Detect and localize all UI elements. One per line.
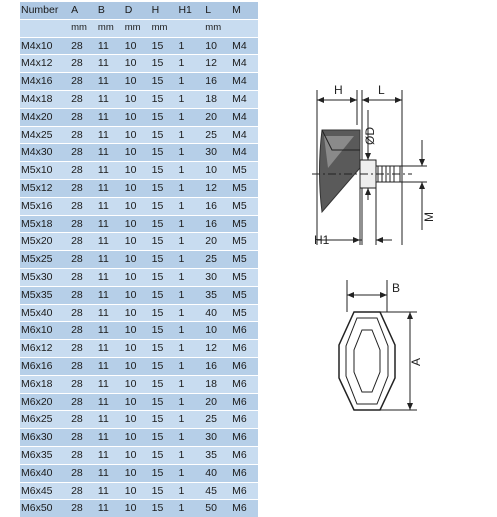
cell-d: 10 <box>124 448 137 461</box>
table-row <box>20 179 258 197</box>
cell-h1: 1 <box>178 199 185 212</box>
cell-m: M4 <box>232 128 247 141</box>
table-row <box>20 73 258 91</box>
cell-b: 11 <box>97 413 109 426</box>
cell-l: 12 <box>205 342 217 355</box>
cell-h1: 1 <box>178 235 185 248</box>
cell-d: 10 <box>124 146 137 159</box>
cell-number: M4x12 <box>21 57 53 70</box>
unit-cell <box>20 19 70 37</box>
cell-d: 10 <box>124 502 137 515</box>
cell-d: 10 <box>124 217 137 230</box>
cell-number: M6x45 <box>21 484 53 497</box>
cell-number: M4x10 <box>21 39 53 52</box>
spec-table-body <box>20 19 258 517</box>
cell-b: 11 <box>97 502 109 515</box>
cell-h1: 1 <box>178 253 185 266</box>
table-row <box>20 215 258 233</box>
cell-d: 10 <box>124 342 137 355</box>
cell-d: 10 <box>124 324 137 337</box>
cell-number: M4x20 <box>21 110 53 123</box>
cell-m: M6 <box>232 466 247 479</box>
cell-m: M4 <box>232 146 247 159</box>
cell-l: 12 <box>205 57 217 70</box>
cell-h1: 1 <box>178 146 185 159</box>
cell-number: M4x25 <box>21 128 53 141</box>
table-row <box>20 162 258 180</box>
cell-d: 10 <box>124 164 137 177</box>
cell-number: M4x16 <box>21 75 53 88</box>
table-row <box>20 251 258 269</box>
cell-h1: 1 <box>178 270 185 283</box>
cell-d: 10 <box>124 128 137 141</box>
cell-b: 11 <box>97 199 109 212</box>
cell-h1: 1 <box>178 110 185 123</box>
table-row <box>20 233 258 251</box>
cell-l: 20 <box>205 235 217 248</box>
cell-number: M6x50 <box>21 502 53 515</box>
cell-number: M5x18 <box>21 217 53 230</box>
cell-a: 28 <box>71 270 83 283</box>
table-row <box>20 357 258 375</box>
cell-h1: 1 <box>178 306 185 319</box>
cell-m: M4 <box>232 57 247 70</box>
cell-number: M5x25 <box>21 253 53 266</box>
cell-m: M4 <box>232 75 247 88</box>
cell-b: 11 <box>97 39 109 52</box>
cell-m: M6 <box>232 342 247 355</box>
cell-d: 10 <box>124 110 137 123</box>
cell-a: 28 <box>71 39 83 52</box>
cell-number: M4x30 <box>21 146 53 159</box>
cell-m: M6 <box>232 484 247 497</box>
spec-table-container <box>20 2 258 517</box>
cell-b: 11 <box>97 217 109 230</box>
cell-h: 15 <box>151 288 164 301</box>
cell-b: 11 <box>97 306 109 319</box>
cell-h: 15 <box>151 484 164 497</box>
cell-b: 11 <box>97 324 109 337</box>
cell-b: 11 <box>97 128 109 141</box>
cell-d: 10 <box>124 413 137 426</box>
technical-drawings <box>262 0 497 497</box>
cell-a: 28 <box>71 110 83 123</box>
cell-l: 35 <box>205 448 217 461</box>
cell-b: 11 <box>97 92 109 105</box>
table-row <box>20 393 258 411</box>
cell-a: 28 <box>71 75 83 88</box>
cell-d: 10 <box>124 377 137 390</box>
cell-h1: 1 <box>178 359 185 372</box>
cell-h1: 1 <box>178 395 185 408</box>
cell-h: 15 <box>151 217 164 230</box>
col-header-number: Number <box>21 4 59 16</box>
cell-a: 28 <box>71 502 83 515</box>
cell-b: 11 <box>97 431 109 444</box>
cell-number: M5x12 <box>21 181 53 194</box>
cell-b: 11 <box>97 146 109 159</box>
cell-b: 11 <box>97 466 109 479</box>
cell-h: 15 <box>151 306 164 319</box>
cell-d: 10 <box>124 253 137 266</box>
cell-d: 10 <box>124 57 137 70</box>
cell-h: 15 <box>151 253 164 266</box>
label-b: B <box>392 281 401 295</box>
cell-number: M6x18 <box>21 377 53 390</box>
table-row <box>20 144 258 162</box>
table-row <box>20 304 258 322</box>
cell-h: 15 <box>151 164 164 177</box>
spec-table <box>20 2 258 517</box>
cell-a: 28 <box>71 342 83 355</box>
cell-a: 28 <box>71 217 83 230</box>
cell-l: 10 <box>205 164 217 177</box>
cell-h: 15 <box>151 199 164 212</box>
cell-h: 15 <box>151 110 164 123</box>
unit-cell: mm <box>71 21 87 33</box>
table-row <box>20 37 258 55</box>
table-row <box>20 55 258 73</box>
cell-m: M4 <box>232 39 247 52</box>
table-row <box>20 126 258 144</box>
cell-h1: 1 <box>178 288 185 301</box>
cell-number: M5x40 <box>21 306 53 319</box>
cell-a: 28 <box>71 431 83 444</box>
cell-h: 15 <box>151 92 164 105</box>
cell-h: 15 <box>151 75 164 88</box>
cell-m: M5 <box>232 199 247 212</box>
cell-b: 11 <box>97 57 109 70</box>
cell-l: 35 <box>205 288 217 301</box>
cell-m: M5 <box>232 270 247 283</box>
cell-h1: 1 <box>178 217 185 230</box>
cell-d: 10 <box>124 92 137 105</box>
cell-a: 28 <box>71 235 83 248</box>
cell-d: 10 <box>124 306 137 319</box>
cell-b: 11 <box>97 164 109 177</box>
cell-l: 25 <box>205 253 217 266</box>
cell-l: 16 <box>205 75 217 88</box>
cell-h: 15 <box>151 431 164 444</box>
cell-m: M6 <box>232 359 247 372</box>
cell-h: 15 <box>151 324 164 337</box>
cell-m: M4 <box>232 110 247 123</box>
cell-h: 15 <box>151 502 164 515</box>
cell-h1: 1 <box>178 431 185 444</box>
cell-l: 50 <box>205 502 217 515</box>
col-header-h1: H1 <box>178 4 192 16</box>
cell-h: 15 <box>151 57 164 70</box>
cell-a: 28 <box>71 57 83 70</box>
cell-h: 15 <box>151 342 164 355</box>
cell-b: 11 <box>97 448 109 461</box>
cell-a: 28 <box>71 359 83 372</box>
side-view-drawing <box>312 90 427 245</box>
cell-m: M6 <box>232 502 247 515</box>
label-d: ØD <box>363 127 377 145</box>
cell-b: 11 <box>97 270 109 283</box>
cell-h1: 1 <box>178 75 185 88</box>
cell-h1: 1 <box>178 413 185 426</box>
cell-a: 28 <box>71 448 83 461</box>
col-header-b: B <box>97 4 105 16</box>
table-row <box>20 286 258 304</box>
table-row <box>20 340 258 358</box>
cell-l: 16 <box>205 217 217 230</box>
cell-b: 11 <box>97 181 109 194</box>
cell-d: 10 <box>124 75 137 88</box>
cell-b: 11 <box>97 359 109 372</box>
cell-b: 11 <box>97 110 109 123</box>
cell-l: 10 <box>205 39 217 52</box>
table-row <box>20 197 258 215</box>
cell-h1: 1 <box>178 502 185 515</box>
cell-d: 10 <box>124 466 137 479</box>
table-row <box>20 322 258 340</box>
cell-l: 16 <box>205 359 217 372</box>
cell-h: 15 <box>151 359 164 372</box>
header-row <box>20 2 258 19</box>
cell-l: 45 <box>205 484 217 497</box>
table-row <box>20 90 258 108</box>
cell-h1: 1 <box>178 57 185 70</box>
col-header-d: D <box>124 4 133 16</box>
unit-cell <box>231 19 258 37</box>
cell-l: 30 <box>205 431 217 444</box>
cell-d: 10 <box>124 39 137 52</box>
cell-a: 28 <box>71 92 83 105</box>
cell-b: 11 <box>97 395 109 408</box>
unit-cell <box>177 19 204 37</box>
unit-cell: mm <box>124 21 141 33</box>
cell-l: 10 <box>205 324 217 337</box>
col-header-h: H <box>151 4 160 16</box>
cell-m: M5 <box>232 235 247 248</box>
col-header-l: L <box>205 4 212 16</box>
label-h: H <box>334 83 343 97</box>
cell-m: M5 <box>232 306 247 319</box>
cell-a: 28 <box>71 484 83 497</box>
cell-d: 10 <box>124 288 137 301</box>
cell-m: M6 <box>232 395 247 408</box>
cell-l: 30 <box>205 146 217 159</box>
cell-number: M6x10 <box>21 324 53 337</box>
cell-b: 11 <box>97 342 109 355</box>
unit-row <box>20 19 258 37</box>
label-a: A <box>409 357 423 366</box>
cell-m: M5 <box>232 288 247 301</box>
cell-b: 11 <box>97 377 109 390</box>
col-header-a: A <box>71 4 79 16</box>
cell-a: 28 <box>71 466 83 479</box>
cell-d: 10 <box>124 181 137 194</box>
cell-m: M5 <box>232 217 247 230</box>
cell-h: 15 <box>151 146 164 159</box>
cell-h1: 1 <box>178 448 185 461</box>
cell-a: 28 <box>71 413 83 426</box>
cell-l: 30 <box>205 270 217 283</box>
cell-number: M6x12 <box>21 342 53 355</box>
cell-a: 28 <box>71 395 83 408</box>
table-row <box>20 411 258 429</box>
cell-a: 28 <box>71 306 83 319</box>
cell-l: 12 <box>205 181 217 194</box>
cell-l: 25 <box>205 128 217 141</box>
cell-h1: 1 <box>178 92 185 105</box>
cell-h1: 1 <box>178 324 185 337</box>
label-m: M <box>422 212 436 222</box>
cell-m: M5 <box>232 181 247 194</box>
cell-number: M5x35 <box>21 288 53 301</box>
label-h1: H1 <box>314 233 330 247</box>
cell-a: 28 <box>71 288 83 301</box>
cell-l: 18 <box>205 92 217 105</box>
cell-h: 15 <box>151 270 164 283</box>
unit-cell: mm <box>97 21 114 33</box>
cell-a: 28 <box>71 128 83 141</box>
cell-m: M6 <box>232 324 247 337</box>
cell-b: 11 <box>97 253 109 266</box>
cell-d: 10 <box>124 484 137 497</box>
cell-b: 11 <box>97 484 109 497</box>
cell-b: 11 <box>97 75 109 88</box>
cell-number: M6x25 <box>21 413 53 426</box>
cell-m: M6 <box>232 413 247 426</box>
cell-l: 20 <box>205 395 217 408</box>
cell-l: 18 <box>205 377 217 390</box>
cell-h1: 1 <box>178 128 185 141</box>
cell-h: 15 <box>151 181 164 194</box>
spec-table-head <box>20 2 258 19</box>
cell-l: 16 <box>205 199 217 212</box>
cell-h: 15 <box>151 448 164 461</box>
cell-number: M6x20 <box>21 395 53 408</box>
cell-l: 20 <box>205 110 217 123</box>
cell-d: 10 <box>124 359 137 372</box>
cell-number: M5x10 <box>21 164 53 177</box>
table-row <box>20 464 258 482</box>
cell-h: 15 <box>151 395 164 408</box>
cell-a: 28 <box>71 181 83 194</box>
cell-d: 10 <box>124 199 137 212</box>
cell-a: 28 <box>71 164 83 177</box>
cell-number: M6x30 <box>21 431 53 444</box>
table-row <box>20 500 258 517</box>
cell-h: 15 <box>151 128 164 141</box>
top-view-drawing <box>339 280 417 410</box>
cell-a: 28 <box>71 146 83 159</box>
cell-m: M5 <box>232 253 247 266</box>
table-row <box>20 429 258 447</box>
cell-number: M5x20 <box>21 235 53 248</box>
cell-h1: 1 <box>178 181 185 194</box>
cell-d: 10 <box>124 270 137 283</box>
cell-h: 15 <box>151 377 164 390</box>
cell-m: M6 <box>232 431 247 444</box>
table-row <box>20 482 258 500</box>
cell-h: 15 <box>151 466 164 479</box>
cell-h1: 1 <box>178 377 185 390</box>
cell-l: 40 <box>205 306 217 319</box>
cell-d: 10 <box>124 235 137 248</box>
cell-number: M4x18 <box>21 92 53 105</box>
cell-a: 28 <box>71 324 83 337</box>
cell-m: M4 <box>232 92 247 105</box>
cell-d: 10 <box>124 395 137 408</box>
cell-h: 15 <box>151 235 164 248</box>
table-row <box>20 108 258 126</box>
col-header-m: M <box>232 4 241 16</box>
cell-a: 28 <box>71 253 83 266</box>
cell-l: 25 <box>205 413 217 426</box>
cell-m: M5 <box>232 164 247 177</box>
cell-d: 10 <box>124 431 137 444</box>
label-l: L <box>378 83 385 97</box>
cell-number: M6x40 <box>21 466 53 479</box>
cell-a: 28 <box>71 377 83 390</box>
cell-b: 11 <box>97 288 109 301</box>
cell-number: M6x35 <box>21 448 53 461</box>
cell-m: M6 <box>232 377 247 390</box>
cell-number: M5x16 <box>21 199 53 212</box>
cell-h: 15 <box>151 413 164 426</box>
unit-cell: mm <box>205 21 222 33</box>
table-row <box>20 375 258 393</box>
unit-cell: mm <box>151 21 168 33</box>
cell-h: 15 <box>151 39 164 52</box>
cell-number: M6x16 <box>21 359 53 372</box>
cell-h1: 1 <box>178 164 185 177</box>
cell-b: 11 <box>97 235 109 248</box>
table-row <box>20 446 258 464</box>
cell-h1: 1 <box>178 342 185 355</box>
cell-a: 28 <box>71 199 83 212</box>
cell-h1: 1 <box>178 39 185 52</box>
cell-h1: 1 <box>178 466 185 479</box>
cell-l: 40 <box>205 466 217 479</box>
cell-m: M6 <box>232 448 247 461</box>
cell-number: M5x30 <box>21 270 53 283</box>
cell-h1: 1 <box>178 484 185 497</box>
table-row <box>20 268 258 286</box>
